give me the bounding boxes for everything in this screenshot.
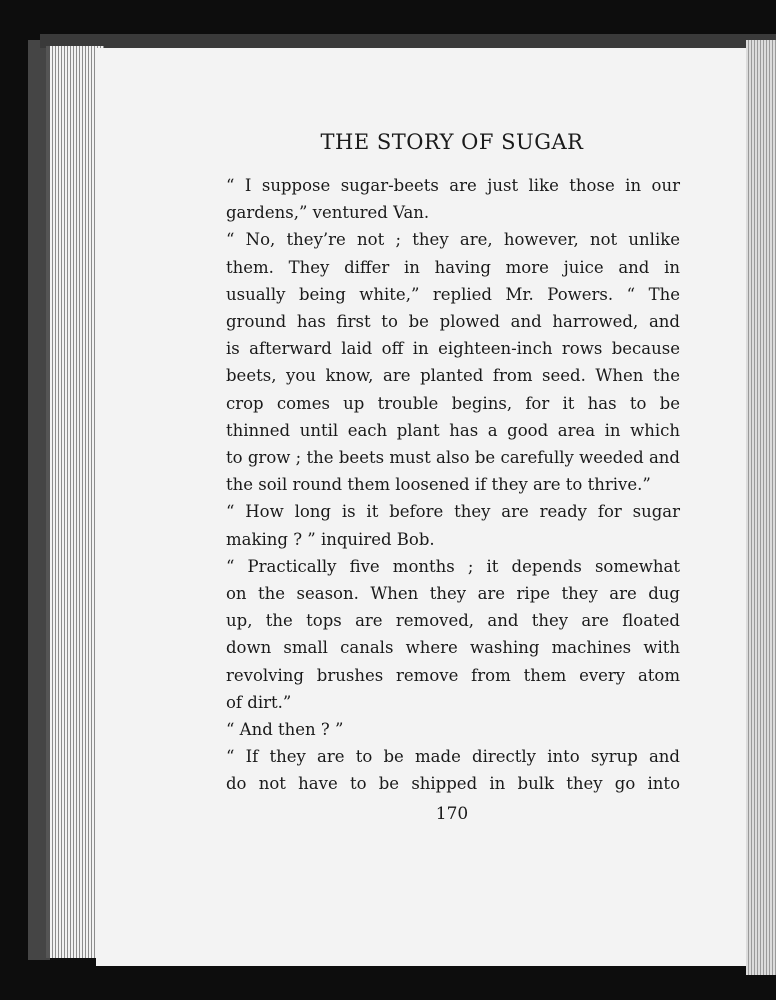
text-line: “ No, they’re not ; they are, however, not unlike bbox=[226, 230, 680, 250]
text-line: beets, you know, are planted from seed. When the bbox=[226, 366, 680, 386]
text-line: of dirt.” bbox=[226, 692, 292, 712]
text-line: to grow ; the beets must also be carefully weeded and bbox=[226, 448, 680, 468]
text-line: making ? ” inquired Bob. bbox=[226, 529, 435, 549]
text-line: thinned until each plant has a good area in which bbox=[226, 420, 680, 440]
text-line: “ I suppose sugar-beets are just like those in our bbox=[226, 176, 680, 195]
page-number: 170 bbox=[435, 804, 469, 824]
text-line: revolving brushes remove from them every atom bbox=[226, 665, 680, 685]
text-line: gardens,” ventured Van. bbox=[226, 203, 430, 223]
page-edges-right bbox=[746, 40, 776, 975]
text-line: the soil round them loosened if they are to thrive.” bbox=[226, 475, 651, 495]
text-line: crop comes up trouble begins, for it has to be bbox=[226, 393, 680, 413]
text-line: “ If they are to be made directly into syrup and bbox=[226, 747, 680, 767]
text-line: on the season. When they are ripe they are dug bbox=[226, 584, 680, 604]
text-line: down small canals where washing machines with bbox=[226, 638, 680, 658]
text-line: usually being white,” replied Mr. Powers. “ The bbox=[226, 284, 680, 304]
text-line: “ How long is it before they are ready for sugar bbox=[226, 502, 680, 522]
book-cover-top bbox=[40, 34, 776, 48]
running-head: THE STORY OF SUGAR bbox=[320, 130, 584, 154]
text-line: them. They differ in having more juice and in bbox=[226, 257, 680, 277]
text-line: do not have to be shipped in bulk they go into bbox=[226, 774, 680, 794]
text-line: “ Practically five months ; it depends somewhat bbox=[226, 556, 680, 576]
text-line: is afterward laid off in eighteen-inch rows because bbox=[226, 339, 680, 359]
text-line: “ And then ? ” bbox=[226, 720, 344, 740]
text-line: ground has first to be plowed and harrowed, and bbox=[226, 312, 680, 332]
body-text bbox=[226, 172, 680, 798]
text-line: up, the tops are removed, and they are floated bbox=[226, 611, 680, 631]
